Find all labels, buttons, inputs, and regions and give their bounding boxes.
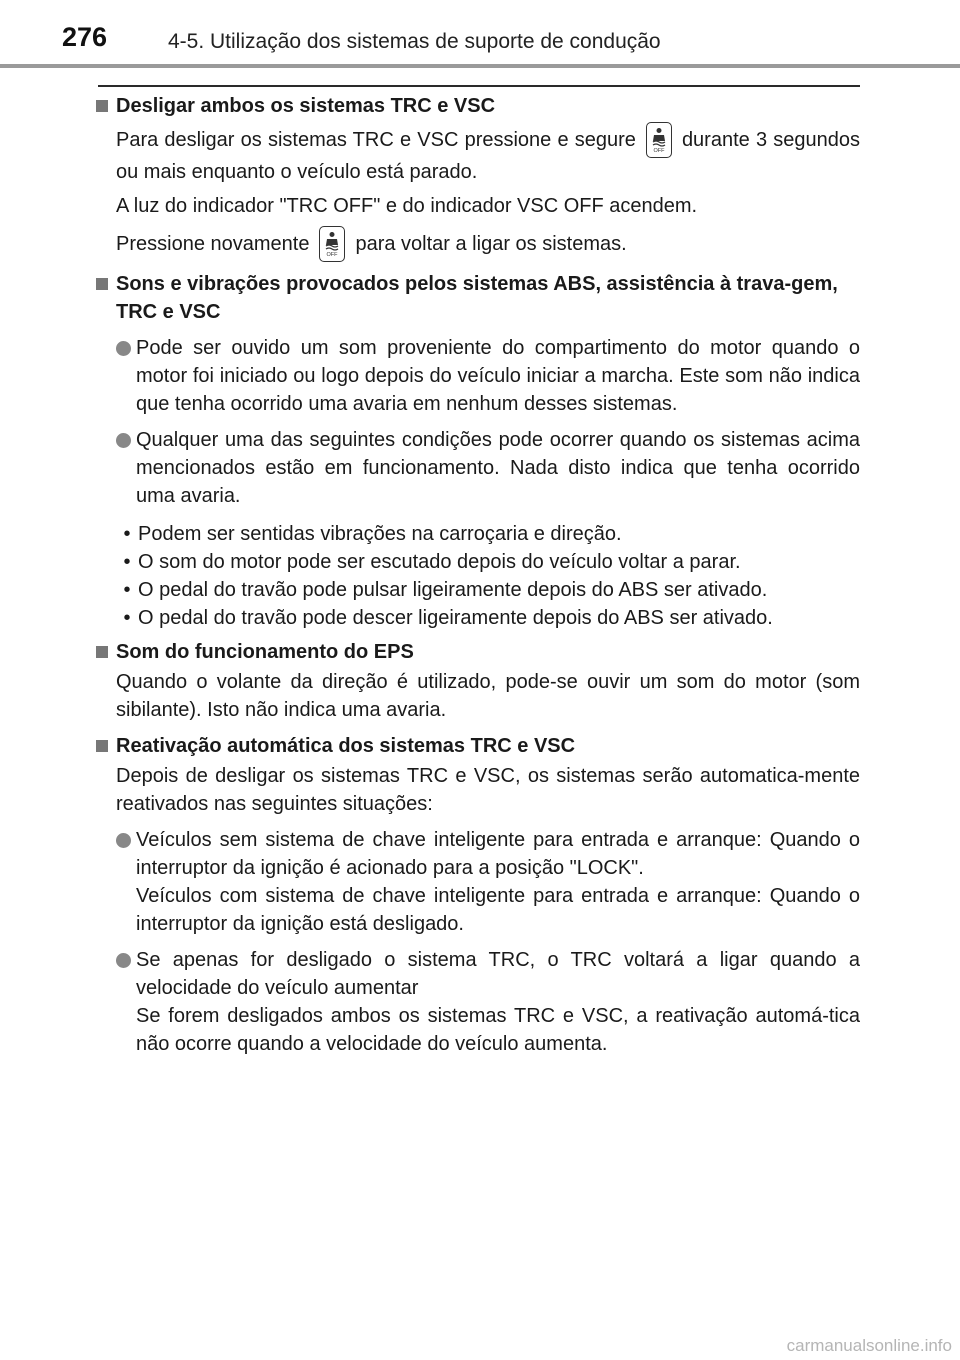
svg-text:OFF: OFF xyxy=(653,148,665,153)
section-eps-sound xyxy=(96,638,860,724)
list-item: Pode ser ouvido um som proveniente do compartimento do motor quando o motor foi iniciado ou logo depois do veículo iniciar a marcha. Este som não indica que tenha ocorrido uma avaria em nenhum desses sistemas. xyxy=(116,334,860,418)
circle-bullet-icon xyxy=(116,953,131,968)
page-header xyxy=(0,0,960,70)
section-heading: Reativação automática dos sistemas TRC e VSC xyxy=(96,732,860,760)
section-heading: Som do funcionamento do EPS xyxy=(96,638,860,666)
section-divider xyxy=(98,85,860,87)
paragraph: A luz do indicador "TRC OFF" e do indicador VSC OFF acendem. xyxy=(116,195,698,217)
circle-bullet-icon xyxy=(116,341,131,356)
square-bullet-icon xyxy=(96,100,108,112)
sub-list-item: • O pedal do travão pode pulsar ligeiramente depois do ABS ser ativado. xyxy=(123,579,768,601)
paragraph: Pressione novamente OFF para voltar a ligar os sistemas. xyxy=(116,226,860,262)
paragraph: Quando o volante da direção é utilizado, pode-se ouvir um som do motor (som sibilante). Isto não indica uma avaria. xyxy=(116,671,860,721)
vsc-off-icon xyxy=(319,226,345,262)
list-item: Veículos sem sistema de chave inteligente para entrada e arranque: Quando o interruptor da ignição é acionado para a posição "LOCK". Veículos com sistema de chave inteligente para entrada e arranque: Quando o interruptor da ignição está desligado. xyxy=(116,826,860,938)
sub-list-item: • Podem ser sentidas vibrações na carroçaria e direção. xyxy=(123,523,622,545)
list-item: Qualquer uma das seguintes condições pode ocorrer quando os sistemas acima mencionados estão em funcionamento. Nada disto indica que tenha ocorrido uma avaria. xyxy=(116,426,860,510)
chapter-title: 4-5. Utilização dos sistemas de suporte de condução xyxy=(168,30,661,53)
section-sounds-vibrations xyxy=(96,270,860,632)
page-number: 276 xyxy=(62,22,108,52)
paragraph: Para desligar os sistemas TRC e VSC pressione e segure OFF durante 3 segundos ou mais enquanto o veículo está parado. xyxy=(116,122,860,186)
section-auto-reactivation xyxy=(96,732,860,1058)
svg-text:OFF: OFF xyxy=(326,252,338,257)
section-trc-vsc-off xyxy=(96,92,860,262)
sub-list-item: • O pedal do travão pode descer ligeiramente depois do ABS ser ativado. xyxy=(123,607,773,629)
sub-list xyxy=(116,520,860,632)
section-heading: Sons e vibrações provocados pelos sistemas ABS, assistência à trava-gem, TRC e VSC xyxy=(96,270,860,326)
circle-bullet-icon xyxy=(116,433,131,448)
vsc-off-icon xyxy=(646,122,672,158)
header-divider xyxy=(0,64,960,68)
page-content xyxy=(96,92,860,1058)
watermark: carmanualsonline.info xyxy=(786,1336,952,1355)
square-bullet-icon xyxy=(96,278,108,290)
square-bullet-icon xyxy=(96,646,108,658)
paragraph: Depois de desligar os sistemas TRC e VSC, os sistemas serão automatica-mente reativados nas seguintes situações: xyxy=(116,765,860,815)
section-heading: Desligar ambos os sistemas TRC e VSC xyxy=(96,92,860,120)
sub-list-item: • O som do motor pode ser escutado depois do veículo voltar a parar. xyxy=(123,551,741,573)
circle-bullet-icon xyxy=(116,833,131,848)
list-item: Se apenas for desligado o sistema TRC, o TRC voltará a ligar quando a velocidade do veículo aumentar Se forem desligados ambos os sistemas TRC e VSC, a reativação automá-tica não ocorre quando a velocidade do veículo aumenta. xyxy=(116,946,860,1058)
square-bullet-icon xyxy=(96,740,108,752)
